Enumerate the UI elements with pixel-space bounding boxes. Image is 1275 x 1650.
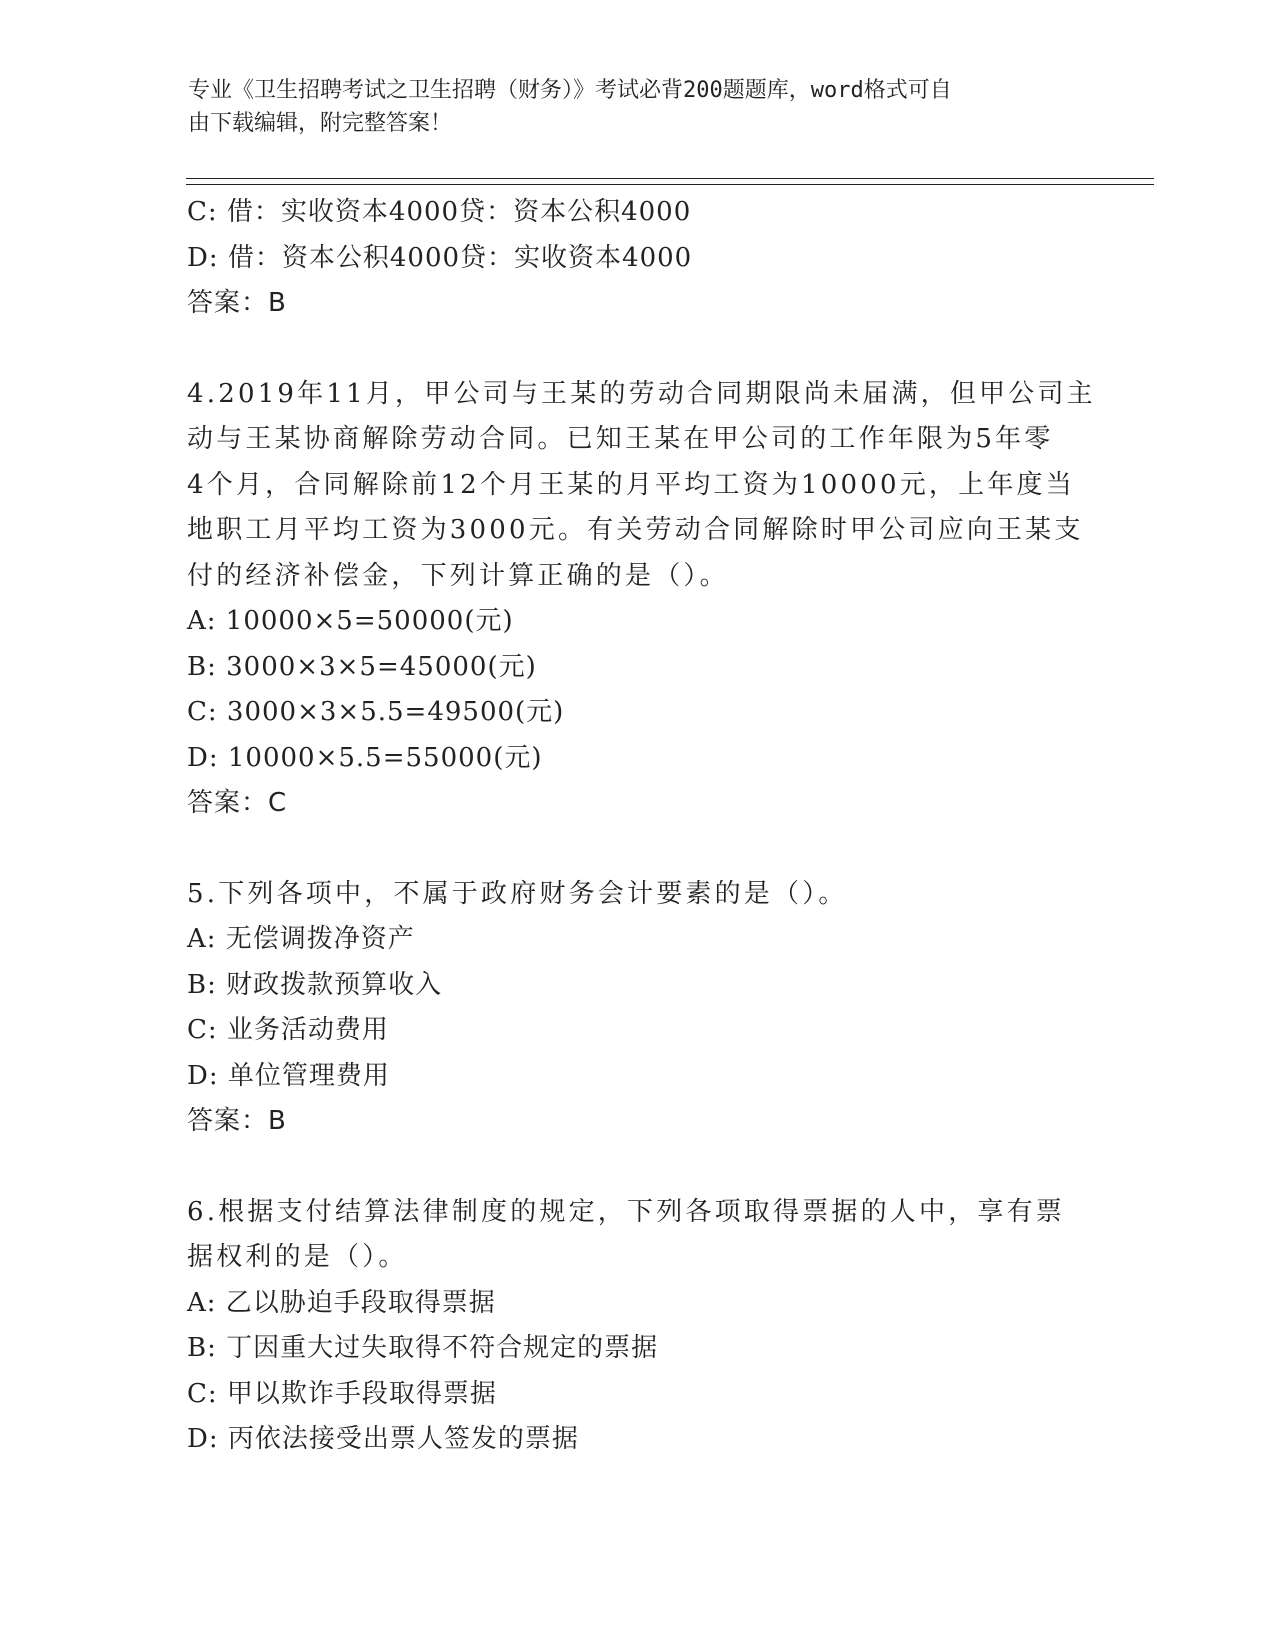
option-c: C: 3000×3×5.5=49500(元) (187, 697, 565, 727)
question-4 (187, 372, 1096, 827)
option-b: B: 丁因重大过失取得不符合规定的票据 (187, 1333, 659, 1363)
question-6 (187, 1190, 1087, 1463)
header-double-rule (186, 178, 1154, 185)
document-header (188, 74, 1068, 140)
header-line-1: 专业《卫生招聘考试之卫生招聘（财务）》考试必背200题题库，word格式可自 (188, 78, 952, 103)
question-stem (187, 872, 1087, 918)
question-5 (187, 872, 1087, 1145)
stem-line: 5.下列各项中，不属于政府财务会计要素的是（）。 (187, 878, 848, 909)
stem-line: 动与王某协商解除劳动合同。已知王某在甲公司的工作年限为5年零 (187, 424, 1054, 454)
question-stem (187, 372, 1096, 600)
option-c: C: 借：实收资本4000贷：资本公积4000 (187, 197, 692, 227)
stem-line: 付的经济补偿金，下列计算正确的是（）。 (187, 560, 729, 591)
answer: 答案：B (187, 288, 287, 318)
question-content (187, 190, 1096, 1463)
option-d: D: 10000×5.5=55000(元) (187, 742, 543, 773)
prev-question (187, 190, 1087, 327)
question-stem (187, 1190, 1087, 1281)
stem-line: 6.根据支付结算法律制度的规定，下列各项取得票据的人中，享有票 (187, 1196, 1066, 1227)
header-line-2: 由下载编辑，附完整答案！ (188, 111, 453, 136)
answer: 答案：C (187, 788, 288, 818)
answer: 答案：B (187, 1106, 287, 1136)
option-d: D: 单位管理费用 (187, 1060, 390, 1091)
option-b: B: 3000×3×5=45000(元) (187, 651, 537, 682)
stem-line: 4.2019年11月，甲公司与王某的劳动合同期限尚未届满，但甲公司主 (187, 378, 1096, 409)
spacer (187, 827, 1087, 872)
spacer (187, 1145, 1087, 1190)
option-a: A: 乙以胁迫手段取得票据 (187, 1287, 496, 1318)
option-c: C: 业务活动费用 (187, 1015, 389, 1045)
option-d: D: 丙依法接受出票人签发的票据 (187, 1424, 579, 1454)
spacer (187, 327, 1087, 372)
option-d: D: 借：资本公积4000贷：实收资本4000 (187, 242, 693, 273)
option-a: A: 10000×5=50000(元) (187, 606, 514, 636)
option-a: A: 无偿调拨净资产 (187, 924, 415, 954)
stem-line: 地职工月平均工资为3000元。有关劳动合同解除时甲公司应向王某支 (187, 515, 1084, 545)
stem-line: 4个月，合同解除前12个月王某的月平均工资为10000元，上年度当 (187, 469, 1075, 500)
option-c: C: 甲以欺诈手段取得票据 (187, 1378, 497, 1409)
stem-line: 据权利的是（）。 (187, 1242, 408, 1272)
option-b: B: 财政拨款预算收入 (187, 969, 443, 1000)
